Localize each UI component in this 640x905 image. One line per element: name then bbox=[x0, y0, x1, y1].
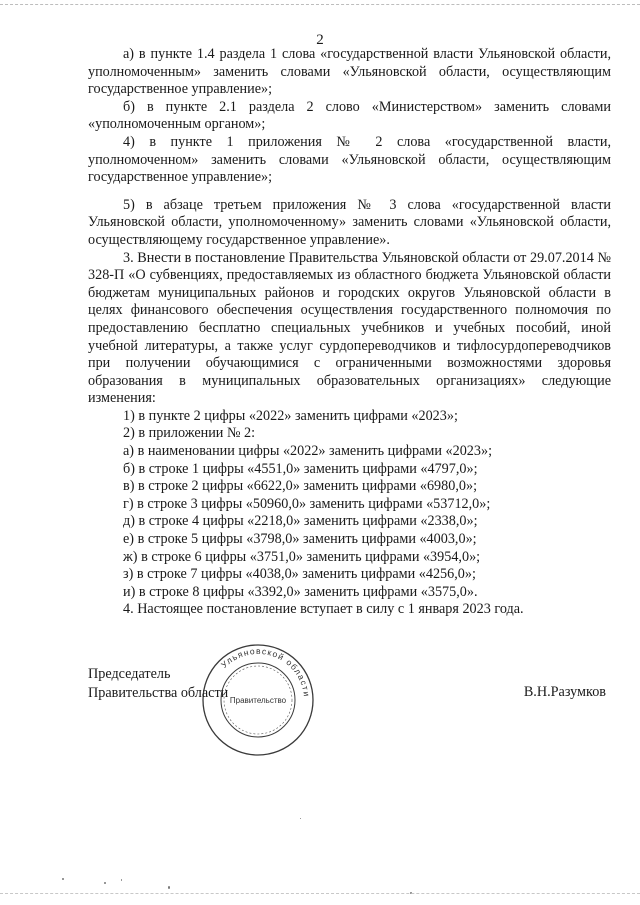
list-item: и) в строке 8 цифры «3392,0» заменить цифрами «3575,0». bbox=[123, 583, 478, 600]
signer-name: В.Н.Разумков bbox=[523, 684, 606, 700]
list-item: б) в строке 1 цифры «4551,0» заменить цифрами «4797,0»; bbox=[123, 460, 478, 477]
list-item: з) в строке 7 цифры «4038,0» заменить цифрами «4256,0»; bbox=[123, 566, 476, 583]
paragraph-4: 4) в пункте 1 приложения № 2 слова «государственной власти, уполномоченном» заменить словами «Ульяновской области, осуществляющим государственное управление»; bbox=[88, 133, 611, 186]
list-item: а) в наименовании цифры «2022» заменить цифрами «2023»; bbox=[123, 443, 493, 460]
signature-title bbox=[88, 665, 228, 703]
paragraph-3: 3. Внести в постановление Правительства Ульяновской области от 29.07.2014 № 328-П «О субвенциях, предоставляемых из областного бюджета Ульяновской области бюджетам муниципальных районов и городских округов Ульяновской области в целях финансового обеспечения осуществления государственного полномочия по предоставлению бесплатно специальных учебников и учебных пособий, иной учебной литературы, а также услуг сурдопереводчиков и тифлосурдопереводчиков при получении обучающимися с ограниченными возможностями здоровья образования в муниципальных образовательных организациях» следующие изменения: bbox=[88, 249, 611, 407]
signature-title-line1: Председатель bbox=[88, 666, 171, 682]
document-body bbox=[88, 46, 611, 619]
scan-speck bbox=[104, 882, 106, 884]
list-item: 1) в пункте 2 цифры «2022» заменить цифрами «2023»; bbox=[123, 407, 458, 424]
scan-speck bbox=[300, 818, 301, 819]
list-item: в) в строке 2 цифры «6622,0» заменить цифрами «6980,0»; bbox=[123, 478, 478, 495]
list-item: ж) в строке 6 цифры «3751,0» заменить цифрами «3954,0»; bbox=[123, 548, 481, 565]
list-item: г) в строке 3 цифры «50960,0» заменить цифрами «53712,0»; bbox=[123, 495, 491, 512]
page-number: 2 bbox=[316, 32, 324, 48]
paragraph-5: 5) в абзаце третьем приложения № 3 слова «государственной власти Ульяновской области, уполномоченному» заменить словами «Ульяновской области, осуществляющему государственное управление». bbox=[88, 196, 611, 248]
paragraph-b: б) в пункте 2.1 раздела 2 слово «Министерством» заменить словами «уполномоченным органом»; bbox=[88, 98, 611, 133]
scan-speck bbox=[121, 879, 122, 881]
scan-edge-top bbox=[0, 4, 640, 6]
scan-speck bbox=[168, 886, 170, 889]
svg-text:Ульяновской области: Ульяновской области bbox=[218, 645, 312, 698]
paragraph-4-final: 4. Настоящее постановление вступает в силу с 1 января 2023 года. bbox=[123, 601, 524, 618]
list-item: д) в строке 4 цифры «2218,0» заменить цифрами «2338,0»; bbox=[123, 513, 478, 530]
svg-text:Правительство: Правительство bbox=[229, 696, 287, 705]
paragraph-a: а) в пункте 1.4 раздела 1 слова «государственной власти Ульяновской области, уполномоченным» заменить словами «Ульяновской области, осуществляющим государственное управление»; bbox=[88, 46, 611, 98]
scan-edge-bottom bbox=[0, 893, 640, 895]
signature-title-line2: Правительства области bbox=[88, 685, 229, 701]
list-item: е) в строке 5 цифры «3798,0» заменить цифрами «4003,0»; bbox=[123, 531, 477, 548]
list-item: 2) в приложении № 2: bbox=[123, 425, 256, 442]
scan-speck bbox=[62, 878, 64, 880]
